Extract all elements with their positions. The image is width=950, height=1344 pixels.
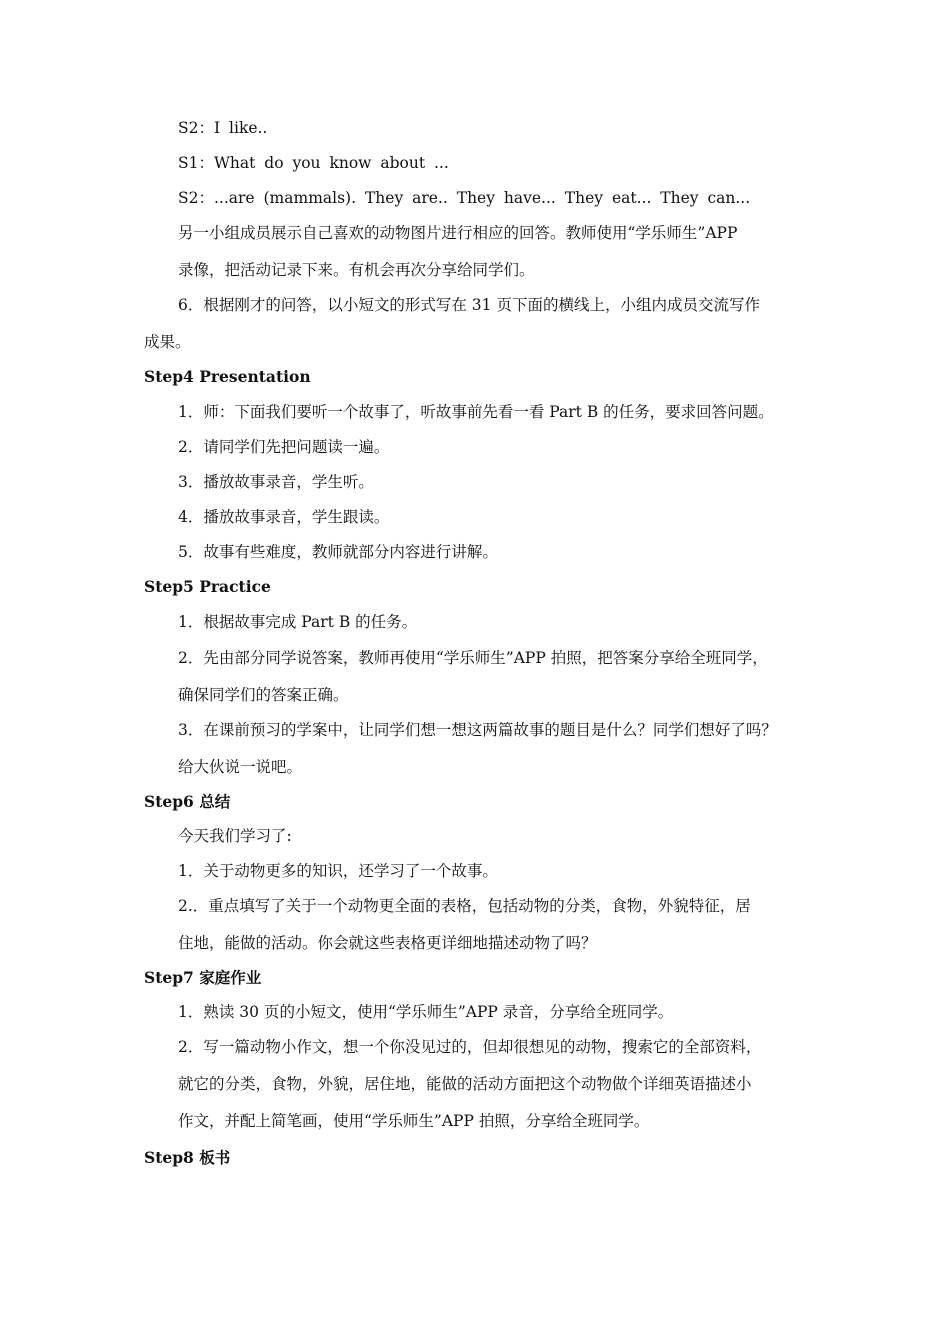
list-item: 4．播放故事录音，学生跟读。 (178, 508, 390, 526)
step4-heading: Step4 Presentation (144, 367, 311, 386)
list-item: 3．播放故事录音，学生听。 (178, 473, 374, 491)
dialogue-line: S2：I like.. (178, 119, 268, 137)
list-item: 2．写一篇动物小作文，想一个你没见过的，但却很想见的动物，搜索它的全部资料， (178, 1038, 762, 1056)
list-item: 确保同学们的答案正确。 (178, 686, 349, 704)
dialogue-line: S2：...are (mammals). They are.. They have... They eat... They can... (178, 189, 751, 207)
dialogue-line: S1：What do you know about ... (178, 154, 449, 172)
step6-heading: Step6 总结 (144, 792, 231, 811)
list-item: 1．根据故事完成 Part B 的任务。 (178, 613, 418, 631)
list-item: 1．熟读 30 页的小短文，使用“学乐师生”APP 录音，分享给全班同学。 (178, 1003, 674, 1021)
list-item: 2．先由部分同学说答案，教师再使用“学乐师生”APP 拍照，把答案分享给全班同学， (178, 649, 768, 667)
paragraph-line: 成果。 (144, 333, 191, 351)
paragraph-line: 另一小组成员展示自己喜欢的动物图片进行相应的回答。教师使用“学乐师生”APP (178, 224, 738, 242)
paragraph-line: 录像，把活动记录下来。有机会再次分享给同学们。 (178, 261, 535, 279)
list-item: 作文，并配上简笔画，使用“学乐师生”APP 拍照，分享给全班同学。 (178, 1112, 650, 1130)
list-item: 今天我们学习了: (178, 827, 292, 845)
step7-heading: Step7 家庭作业 (144, 968, 262, 987)
list-item: 给大伙说一说吧。 (178, 758, 303, 776)
step5-heading: Step5 Practice (144, 577, 271, 596)
list-item: 1．关于动物更多的知识，还学习了一个故事。 (178, 862, 498, 880)
step8-heading: Step8 板书 (144, 1148, 231, 1167)
list-item: 住地，能做的活动。你会就这些表格更详细地描述动物了吗？ (178, 934, 597, 952)
list-item: 2．请同学们先把问题读一遍。 (178, 438, 390, 456)
list-item: 3．在课前预习的学案中，让同学们想一想这两篇故事的题目是什么？同学们想好了吗？ (178, 721, 777, 739)
list-item: 2.．重点填写了关于一个动物更全面的表格，包括动物的分类，食物，外貌特征，居 (178, 897, 751, 915)
paragraph-line: 6．根据刚才的问答，以小短文的形式写在 31 页下面的横线上，小组内成员交流写作 (178, 296, 760, 314)
list-item: 5．故事有些难度，教师就部分内容进行讲解。 (178, 543, 498, 561)
list-item: 1．师：下面我们要听一个故事了，听故事前先看一看 Part B 的任务，要求回答问题。 (178, 403, 774, 421)
list-item: 就它的分类，食物，外貌，居住地，能做的活动方面把这个动物做个详细英语描述小 (178, 1075, 752, 1093)
